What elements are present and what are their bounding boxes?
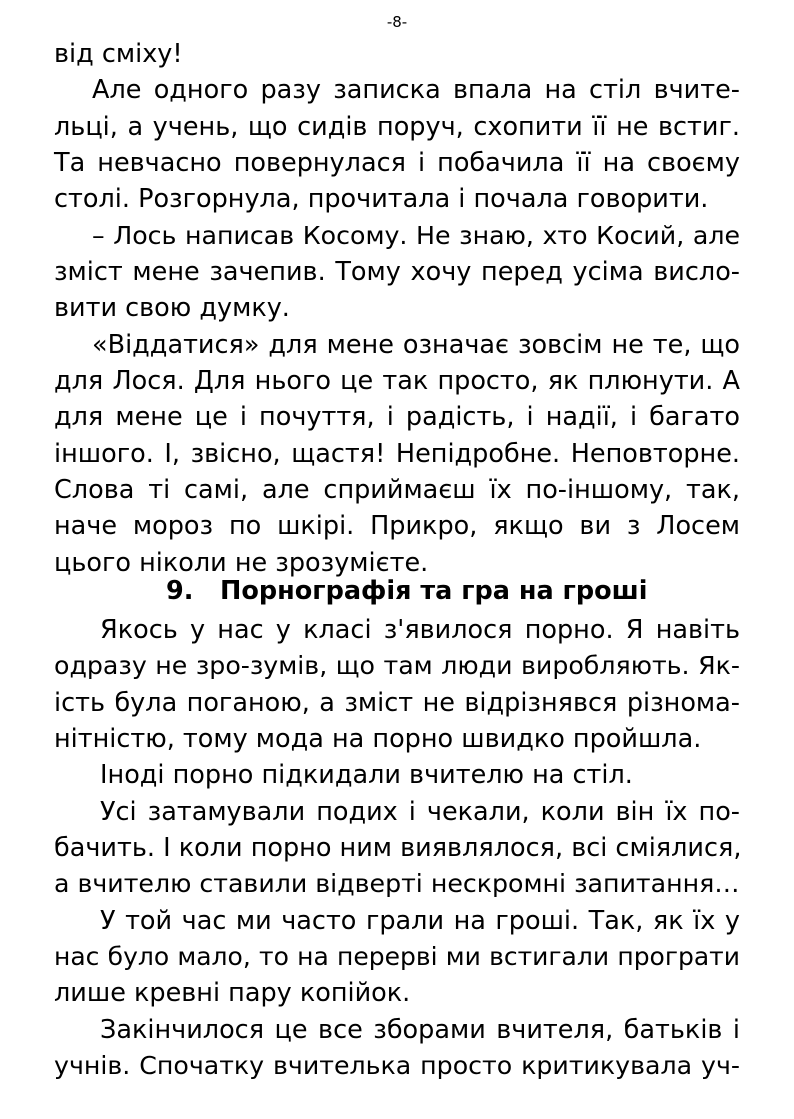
text-line: для Лося. Для нього це так просто, як плюнути. А (54, 366, 740, 397)
text-line: Слова ті самі, але сприймаєш їх по-іншому, так, (54, 475, 740, 506)
section-number: 9. (166, 576, 194, 606)
text-line: від сміху! (54, 39, 183, 69)
text-line: столі. Розгорнула, прочитала і почала говорити. (54, 184, 709, 215)
section-title: Порнографія та гра на гроші (220, 576, 648, 606)
text-line: одразу не зро-зумів, що там люди виробляють. Як- (54, 651, 740, 681)
text-line: а вчителю ставили відверті нескромні запитання… (54, 869, 740, 899)
text-line: Іноді порно підкидали вчителю на стіл. (100, 760, 633, 791)
text-line: «Віддатися» для мене означає зовсім не те, що (92, 329, 740, 360)
text-line: лише кревні пару копійок. (54, 978, 411, 1009)
text-line: льці, а учень, що сидів поруч, схопити її не встиг. (54, 111, 740, 142)
text-line: наче мороз по шкірі. Прикро, якщо ви з Лосем (54, 511, 740, 542)
text-line: Але одного разу записка впала на стіл вчите- (92, 75, 740, 106)
text-line: У той час ми часто грали на гроші. Так, як їх у (100, 905, 740, 936)
text-line: іншого. І, звісно, щастя! Непідробне. Неповторне. (54, 438, 740, 469)
text-line: для мене це і почуття, і радість, і надії, і багато (54, 402, 740, 433)
text-line: зміст мене зачепив. Тому хочу перед усіма висло- (54, 257, 740, 288)
text-block-1 (54, 36, 740, 581)
text-line: нітністю, тому мода на порно швидко пройшла. (54, 724, 702, 755)
text-line: учнів. Спочатку вчителька просто критикувала уч- (54, 1051, 740, 1081)
text-line: Та невчасно повернулася і побачила її на своєму (54, 148, 740, 179)
text-line: бачить. І коли порно ним виявлялося, всі сміялися, (54, 833, 742, 864)
text-line: ість була поганою, а зміст не відрізнявся різнома- (54, 687, 740, 718)
text-line: – Лось написав Косому. Не знаю, хто Косий, але (92, 220, 740, 250)
section-heading (54, 573, 740, 609)
text-line: нас було мало, то на перерві ми встигали програти (54, 942, 740, 972)
text-line: Усі затамували подих і чекали, коли він їх по- (100, 796, 740, 827)
text-line: Закінчилося це все зборами вчителя, батьків і (100, 1014, 740, 1045)
text-block-2 (54, 612, 740, 1084)
text-line: цього ніколи не зрозумієте. (54, 547, 429, 578)
page-number: -8- (386, 13, 408, 31)
text-line: Якось у нас у класі з'явилося порно. Я навіть (100, 615, 740, 645)
text-line: вити свою думку. (54, 293, 290, 324)
